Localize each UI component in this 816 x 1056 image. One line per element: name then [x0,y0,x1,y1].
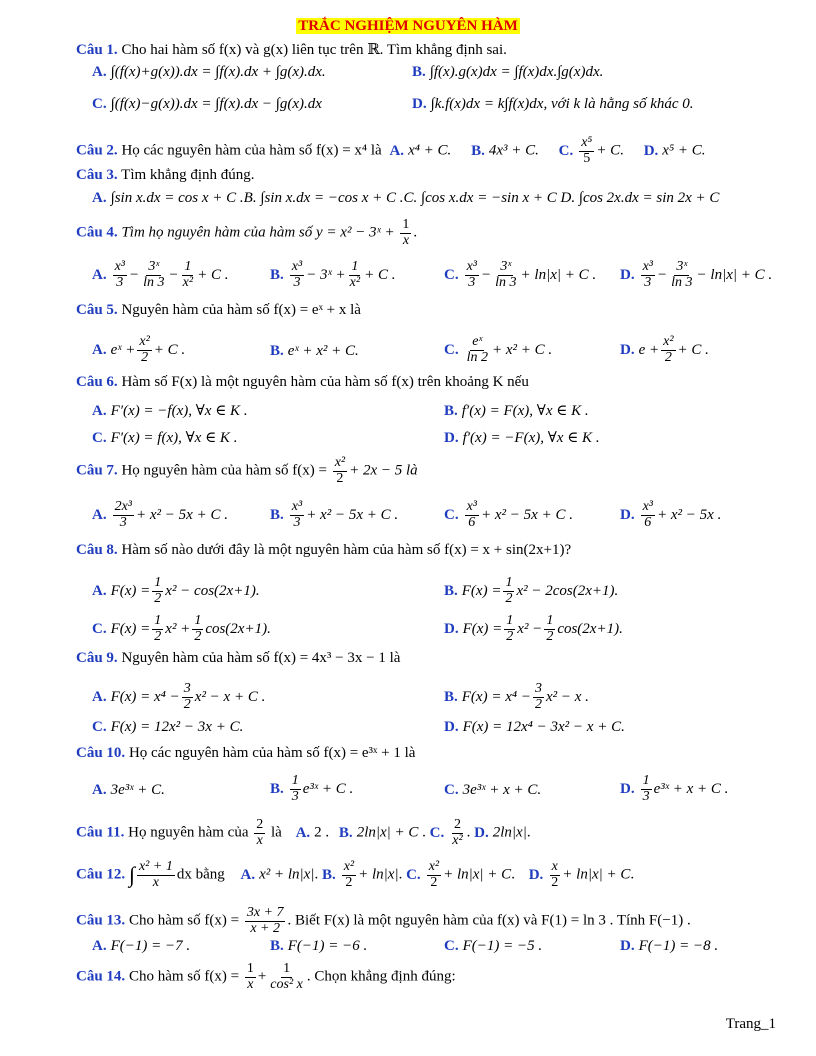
q7-option-b[interactable]: B. $\frac{\text{x³}}{3}$ + x² − 5x + C . [270,499,399,530]
q4-option-a[interactable]: A. $\frac{\text{x³}}{3}$ − $\frac{\text{3ˣ}}{\ln 3}$ − $\frac{1}{\text{x²}}$ + C . [92,259,229,290]
q5-option-d[interactable]: D. e + $\frac{\text{x²}}{2}$ + C . [620,334,709,365]
q13-option-a[interactable]: A. F(−1) = −7 . [92,938,191,954]
q8-option-d[interactable]: D. F(x) = $\frac{1}{2}$ x² − $\frac{1}{2}$ cos(2x+1). [444,613,623,644]
q1-option-a[interactable]: A. ∫(f(x)+g(x)).dx = ∫f(x).dx + ∫g(x).dx. [92,64,326,80]
q10-option-c[interactable]: C. 3e³ˣ + x + C. [444,782,542,798]
q9-option-d[interactable]: D. F(x) = 12x⁴ − 3x² − x + C. [444,719,625,735]
q8-option-c[interactable]: C. F(x) = $\frac{1}{2}$ x² + $\frac{1}{2}$ cos(2x+1). [92,613,271,644]
q10-option-a[interactable]: A. 3e³ˣ + C. [92,782,165,798]
q7-option-a[interactable]: A. $\frac{\text{2x³}}{3}$ + x² − 5x + C . [92,499,228,530]
q5-option-b[interactable]: B. eˣ + x² + C. [270,343,359,359]
question-7: Câu 7. Họ nguyên hàm của hàm số f(x) = $\frac{\text{x²}}{2}$ + 2x − 5 là [76,455,418,486]
question-13: Câu 13. Cho hàm số f(x) = $\frac{3x + 7}{x + 2}$ . Biết F(x) là một nguyên hàm của f(x) và F(1) = ln 3 . Tính F(−1) . [76,905,691,936]
q6-option-b[interactable]: B. f′(x) = F(x), ∀x ∈ K . [444,403,589,419]
question-5: Câu 5. Nguyên hàm của hàm số f(x) = eˣ + x là [76,302,361,318]
question-14: Câu 14. Cho hàm số f(x) = $\frac{1}{x}$ + $\frac{1}{\text{cos² x}}$ . Chọn khẳng định đúng: [76,961,456,992]
q13-option-d[interactable]: D. F(−1) = −8 . [620,938,719,954]
q4-option-c[interactable]: C. $\frac{\text{x³}}{3}$ − $\frac{\text{3ˣ}}{\ln 3}$ + ln|x| + C . [444,259,597,290]
question-6: Câu 6. Hàm số F(x) là một nguyên hàm của hàm số f(x) trên khoảng K nếu [76,374,529,390]
q1-option-c[interactable]: C. ∫(f(x)−g(x)).dx = ∫f(x).dx − ∫g(x).dx [92,96,322,112]
question-3: Câu 3. Tìm khẳng định đúng. [76,167,255,183]
question-10: Câu 10. Họ các nguyên hàm của hàm số f(x) = e³ˣ + 1 là [76,745,416,761]
page-title: TRẮC NGHIỆM NGUYÊN HÀM [298,18,518,34]
question-2: Câu 2. Họ các nguyên hàm của hàm số f(x) = x⁴ là A. x⁴ + C. B. 4x³ + C. C. $\frac{\text{x⁵}}{5}$ + C. D. x⁵ + C. [76,135,706,166]
q4-option-b[interactable]: B. $\frac{\text{x³}}{3}$ − 3ˣ + $\frac{1}{\text{x²}}$ + C . [270,259,396,290]
q4-option-d[interactable]: D. $\frac{\text{x³}}{3}$ − $\frac{\text{3ˣ}}{\ln 3}$ − ln|x| + C . [620,259,773,290]
q6-option-c[interactable]: C. F′(x) = f(x), ∀x ∈ K . [92,430,238,446]
q1-option-b[interactable]: B. ∫f(x).g(x)dx = ∫f(x)dx.∫g(x)dx. [412,64,604,80]
q9-option-a[interactable]: A. F(x) = x⁴ − $\frac{3}{2}$ x² − x + C . [92,681,266,712]
q9-option-b[interactable]: B. F(x) = x⁴ − $\frac{3}{2}$ x² − x . [444,681,589,712]
q7-option-c[interactable]: C. $\frac{\text{x³}}{6}$ + x² − 5x + C . [444,499,573,530]
question-11: Câu 11. Họ nguyên hàm của $\frac{2}{x}$ là A. 2 . B. 2ln|x| + C . C. $\frac{2}{\text{x²}}$ . D. 2ln|x|. [76,817,531,848]
q7-option-d[interactable]: D. $\frac{\text{x³}}{6}$ + x² − 5x . [620,499,722,530]
q6-option-a[interactable]: A. F′(x) = −f(x), ∀x ∈ K . [92,403,248,419]
q6-option-d[interactable]: D. f′(x) = −F(x), ∀x ∈ K . [444,430,600,446]
q10-option-d[interactable]: D. $\frac{1}{3}$ e³ˣ + x + C . [620,773,729,804]
q13-option-b[interactable]: B. F(−1) = −6 . [270,938,368,954]
q8-option-b[interactable]: B. F(x) = $\frac{1}{2}$ x² − 2cos(2x+1). [444,575,619,606]
question-4: Câu 4. Tìm họ nguyên hàm của hàm số y = x² − 3ˣ + $\frac{1}{x}$ . [76,217,418,248]
question-9: Câu 9. Nguyên hàm của hàm số f(x) = 4x³ − 3x − 1 là [76,650,401,666]
q13-option-c[interactable]: C. F(−1) = −5 . [444,938,543,954]
q9-option-c[interactable]: C. F(x) = 12x² − 3x + C. [92,719,244,735]
q5-option-c[interactable]: C. $\frac{\text{eˣ}}{\ln 2}$ + x² + C . [444,334,553,365]
q8-option-a[interactable]: A. F(x) = $\frac{1}{2}$ x² − cos(2x+1). [92,575,260,606]
question-1: Câu 1. Cho hai hàm số f(x) và g(x) liên tục trên ℝ. Tìm khẳng định sai. [76,42,507,58]
question-12: Câu 12. ∫ $\frac{\text{x² + 1}}{x}$ dx bằng A. x² + ln|x|. B. $\frac{\text{x²}}{2}$ + ln|x|. C. $\frac{\text{x²}}{2}$ + ln|x| + C. D. $\frac{x}{2}$ + ln|x| + C. [76,859,635,890]
page-footer: Trang_1 [725,1016,776,1032]
q10-option-b[interactable]: B. $\frac{1}{3}$ e³ˣ + C . [270,773,354,804]
question-8: Câu 8. Hàm số nào dưới đây là một nguyên hàm của hàm số f(x) = x + sin(2x+1)? [76,542,572,558]
q3-options[interactable]: A. ∫sin x.dx = cos x + C .B. ∫sin x.dx = −cos x + C .C. ∫cos x.dx = −sin x + C D. ∫cos 2x.dx = sin 2x + C [92,190,720,206]
q1-option-d[interactable]: D. ∫k.f(x)dx = k∫f(x)dx, với k là hằng số khác 0. [412,96,694,112]
q5-option-a[interactable]: A. eˣ + $\frac{\text{x²}}{2}$ + C . [92,334,186,365]
